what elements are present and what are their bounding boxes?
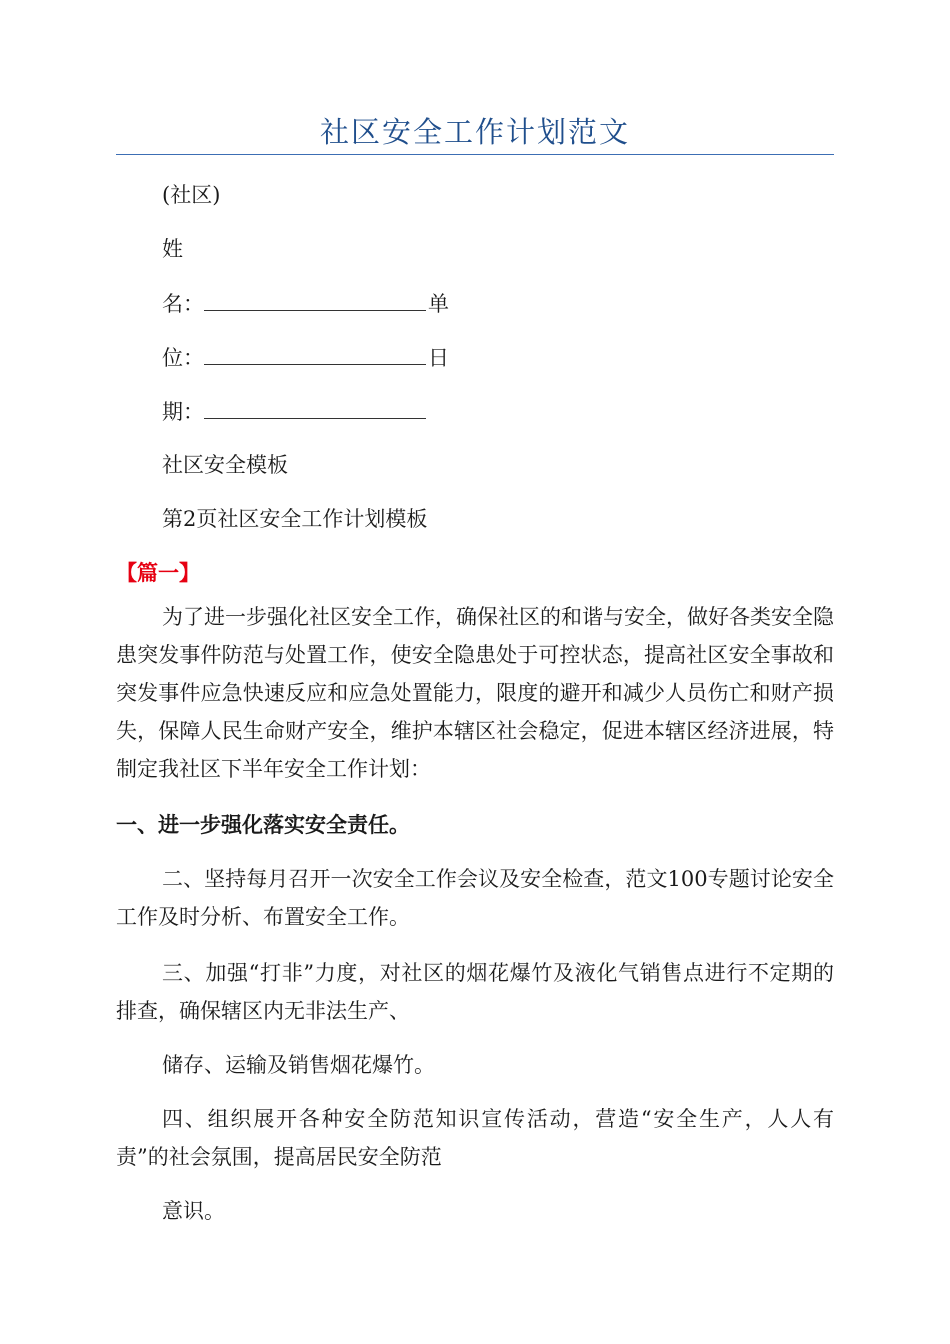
item-3-paragraph: 三、加强“打非”力度，对社区的烟花爆竹及液化气销售点进行不定期的排查，确保辖区内无非法生产、: [116, 961, 834, 1023]
name-prefix-line: 姓: [162, 237, 183, 261]
date-label: 期：: [162, 400, 204, 424]
name-blank-field[interactable]: [204, 288, 426, 311]
date-blank-field[interactable]: [204, 396, 426, 419]
item-4-paragraph: 四、组织展开各种安全防范知识宣传活动，营造“安全生产，人人有责”的社会氛围，提高居民安全防范: [116, 1107, 834, 1169]
name-label: 名：: [162, 292, 204, 316]
unit-label: 位：: [162, 346, 204, 370]
section-tag: 【篇一】: [116, 561, 200, 585]
item-2-paragraph: 二、坚持每月召开一次安全工作会议及安全检查，范文100专题讨论安全工作及时分析、布置安全工作。: [116, 867, 834, 929]
item-1-heading: 一、进一步强化落实安全责任。: [116, 813, 410, 837]
date-prefix: 日: [428, 346, 449, 370]
date-field-row: [162, 396, 428, 427]
unit-prefix: 单: [428, 292, 449, 316]
title-divider: [116, 154, 834, 155]
item-4-continuation: 意识。: [162, 1199, 225, 1223]
unit-field-row: [162, 342, 449, 373]
unit-blank-field[interactable]: [204, 342, 426, 365]
template-label: 社区安全模板: [162, 453, 288, 477]
document-title: 社区安全工作计划范文: [319, 115, 630, 149]
intro-paragraph: 为了进一步强化社区安全工作，确保社区的和谐与安全，做好各类安全隐患突发事件防范与处置工作，使安全隐患处于可控状态，提高社区安全事故和突发事件应急快速反应和应急处置能力，限度的避开和减少人员伤亡和财产损失，保障人民生命财产安全，维护本辖区社会稳定，促进本辖区经济进展，特制定我社区下半年安全工作计划：: [116, 605, 834, 781]
page-reference: 第2页社区安全工作计划模板: [162, 507, 428, 531]
item-3-continuation: 储存、运输及销售烟花爆竹。: [162, 1053, 435, 1077]
community-line: (社区): [162, 183, 221, 207]
name-field-row: [162, 288, 449, 319]
